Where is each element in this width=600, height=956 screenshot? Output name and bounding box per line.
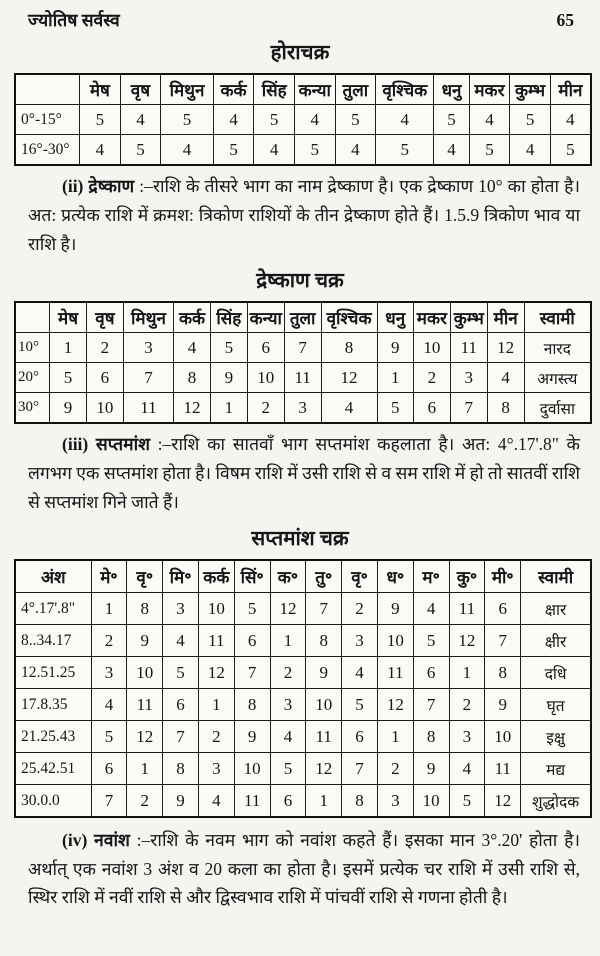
page-header xyxy=(0,0,600,31)
column-header: मिथुन xyxy=(123,302,173,333)
table-row xyxy=(15,625,591,657)
value-cell: 11 xyxy=(450,333,487,363)
value-cell: 4 xyxy=(163,625,199,657)
column-header: मकर xyxy=(413,302,450,333)
value-cell: 7 xyxy=(91,785,127,818)
row-label-cell: 10° xyxy=(15,333,50,363)
value-cell: 8 xyxy=(234,689,270,721)
value-cell: 3 xyxy=(163,593,199,625)
value-cell: 4 xyxy=(342,657,378,689)
column-header: स्वामी xyxy=(521,560,591,593)
value-cell: 4 xyxy=(510,135,551,166)
table-row xyxy=(15,721,591,753)
column-header: अंश xyxy=(15,560,91,593)
value-cell: 3 xyxy=(270,689,306,721)
value-cell: 9 xyxy=(377,333,413,363)
value-cell: 5 xyxy=(91,721,127,753)
value-cell: 11 xyxy=(127,689,163,721)
value-cell: 5 xyxy=(210,333,247,363)
value-cell: 1 xyxy=(50,333,87,363)
value-cell: 11 xyxy=(234,785,270,818)
value-cell: 7 xyxy=(234,657,270,689)
value-cell: 5 xyxy=(161,105,214,135)
value-cell: 6 xyxy=(342,721,378,753)
value-cell: 4 xyxy=(254,135,295,166)
value-cell: 11 xyxy=(377,657,413,689)
value-cell: 6 xyxy=(413,657,449,689)
swami-cell: क्षीर xyxy=(521,625,591,657)
value-cell: 9 xyxy=(50,393,87,424)
value-cell: 11 xyxy=(485,753,521,785)
table-row xyxy=(15,593,591,625)
table-row xyxy=(15,105,591,135)
value-cell: 5 xyxy=(413,625,449,657)
value-cell: 9 xyxy=(413,753,449,785)
value-cell: 5 xyxy=(163,657,199,689)
value-cell: 3 xyxy=(342,625,378,657)
value-cell: 1 xyxy=(377,363,413,393)
value-cell: 8 xyxy=(127,593,163,625)
column-header: क॰ xyxy=(270,560,306,593)
value-cell: 4 xyxy=(198,785,234,818)
value-cell: 7 xyxy=(123,363,173,393)
column-header: धनु xyxy=(434,74,469,105)
table-row xyxy=(15,363,591,393)
value-cell: 2 xyxy=(127,785,163,818)
column-header: स्वामी xyxy=(524,302,591,333)
value-cell: 10 xyxy=(127,657,163,689)
value-cell: 8 xyxy=(342,785,378,818)
value-cell: 4 xyxy=(335,135,376,166)
row-label-cell: 20° xyxy=(15,363,50,393)
value-cell: 3 xyxy=(123,333,173,363)
saptamansh-chakra-table xyxy=(14,559,592,818)
value-cell: 4 xyxy=(321,393,377,424)
value-cell: 2 xyxy=(91,625,127,657)
value-cell: 3 xyxy=(198,753,234,785)
paragraph-navansh-text: :–राशि के नवम भाग को नवांश कहते हैं। इसका मान 3°.20' होता है। अर्थात् एक नवांश 3 अंश व 20 कला का होता है। इसमें प्रत्येक चर राशि में उसी राशि से, स्थिर राशि में नवीं राशि से और द्विस्वभाव राशि में पांचवीं राशि से गणना होती है। xyxy=(28,830,580,907)
value-cell: 10 xyxy=(306,689,342,721)
paragraph-dreshkan xyxy=(0,172,600,259)
value-cell: 10 xyxy=(247,363,284,393)
value-cell: 8 xyxy=(321,333,377,363)
table-row xyxy=(15,393,591,424)
value-cell: 8 xyxy=(485,657,521,689)
value-cell: 2 xyxy=(413,363,450,393)
value-cell: 5 xyxy=(550,135,591,166)
value-cell: 6 xyxy=(86,363,123,393)
row-label-cell: 4°.17'.8" xyxy=(15,593,91,625)
value-cell: 4 xyxy=(270,721,306,753)
value-cell: 5 xyxy=(270,753,306,785)
column-header: तुला xyxy=(335,74,376,105)
header-row xyxy=(15,74,591,105)
column-header: कर्क xyxy=(198,560,234,593)
section-title-saptamansh-chakra: सप्तमांश चक्र xyxy=(251,528,349,550)
column-header: कर्क xyxy=(174,302,211,333)
value-cell: 4 xyxy=(161,135,214,166)
value-cell: 4 xyxy=(174,333,211,363)
value-cell: 11 xyxy=(306,721,342,753)
value-cell: 12 xyxy=(321,363,377,393)
value-cell: 4 xyxy=(80,135,121,166)
value-cell: 6 xyxy=(234,625,270,657)
value-cell: 5 xyxy=(376,135,434,166)
header-row xyxy=(15,302,591,333)
value-cell: 12 xyxy=(270,593,306,625)
value-cell: 4 xyxy=(469,105,510,135)
value-cell: 7 xyxy=(342,753,378,785)
value-cell: 12 xyxy=(174,393,211,424)
value-cell: 7 xyxy=(413,689,449,721)
table-row xyxy=(15,753,591,785)
value-cell: 5 xyxy=(342,689,378,721)
value-cell: 10 xyxy=(86,393,123,424)
value-cell: 5 xyxy=(50,363,87,393)
value-cell: 5 xyxy=(254,105,295,135)
value-cell: 12 xyxy=(377,689,413,721)
value-cell: 8 xyxy=(174,363,211,393)
value-cell: 4 xyxy=(294,105,335,135)
value-cell: 5 xyxy=(213,135,254,166)
value-cell: 5 xyxy=(510,105,551,135)
value-cell: 5 xyxy=(335,105,376,135)
value-cell: 12 xyxy=(485,785,521,818)
value-cell: 6 xyxy=(485,593,521,625)
value-cell: 7 xyxy=(163,721,199,753)
value-cell: 9 xyxy=(234,721,270,753)
paragraph-navansh xyxy=(0,826,600,912)
value-cell: 10 xyxy=(198,593,234,625)
row-label-cell: 30.0.0 xyxy=(15,785,91,818)
section-title-dreshkan-chakra: द्रेष्काण चक्र xyxy=(256,270,344,292)
dreshkan-chakra-table xyxy=(14,301,592,424)
column-header: सिंह xyxy=(254,74,295,105)
paragraph-saptamansh xyxy=(0,430,600,517)
column-header: सिं॰ xyxy=(234,560,270,593)
column-header xyxy=(15,302,50,333)
value-cell: 9 xyxy=(306,657,342,689)
column-header: वृष xyxy=(120,74,161,105)
value-cell: 10 xyxy=(413,333,450,363)
column-header: सिंह xyxy=(210,302,247,333)
column-header: मिथुन xyxy=(161,74,214,105)
value-cell: 5 xyxy=(434,105,469,135)
paragraph-dreshkan-lead: (ii) द्रेष्काण xyxy=(62,176,140,196)
value-cell: 12 xyxy=(127,721,163,753)
value-cell: 1 xyxy=(91,593,127,625)
value-cell: 12 xyxy=(306,753,342,785)
table-row xyxy=(15,333,591,363)
column-header: कु॰ xyxy=(449,560,485,593)
value-cell: 11 xyxy=(198,625,234,657)
value-cell: 5 xyxy=(120,135,161,166)
value-cell: 3 xyxy=(377,785,413,818)
value-cell: 1 xyxy=(449,657,485,689)
paragraph-navansh-lead: (iv) नवांश xyxy=(62,830,137,850)
value-cell: 4 xyxy=(91,689,127,721)
column-header: कन्या xyxy=(294,74,335,105)
column-header: तु॰ xyxy=(306,560,342,593)
row-label-cell: 17.8.35 xyxy=(15,689,91,721)
value-cell: 10 xyxy=(413,785,449,818)
column-header: धनु xyxy=(377,302,413,333)
value-cell: 2 xyxy=(247,393,284,424)
value-cell: 4 xyxy=(550,105,591,135)
value-cell: 1 xyxy=(270,625,306,657)
value-cell: 4 xyxy=(487,363,524,393)
value-cell: 8 xyxy=(413,721,449,753)
swami-cell: अगस्त्य xyxy=(524,363,591,393)
book-title: ज्योतिष सर्वस्व xyxy=(28,10,120,30)
value-cell: 6 xyxy=(413,393,450,424)
value-cell: 8 xyxy=(306,625,342,657)
value-cell: 2 xyxy=(377,753,413,785)
value-cell: 4 xyxy=(213,105,254,135)
row-label-cell: 25.42.51 xyxy=(15,753,91,785)
value-cell: 1 xyxy=(377,721,413,753)
value-cell: 1 xyxy=(210,393,247,424)
swami-cell: नारद xyxy=(524,333,591,363)
value-cell: 2 xyxy=(86,333,123,363)
column-header: मकर xyxy=(469,74,510,105)
swami-cell: क्षार xyxy=(521,593,591,625)
column-header: म॰ xyxy=(413,560,449,593)
header-row xyxy=(15,560,591,593)
swami-cell: इक्षु xyxy=(521,721,591,753)
value-cell: 4 xyxy=(449,753,485,785)
column-header: वृष xyxy=(86,302,123,333)
column-header: कर्क xyxy=(213,74,254,105)
swami-cell: घृत xyxy=(521,689,591,721)
column-header: मीन xyxy=(487,302,524,333)
column-header: वृश्चिक xyxy=(321,302,377,333)
value-cell: 2 xyxy=(198,721,234,753)
swami-cell: शुद्धोदक xyxy=(521,785,591,818)
value-cell: 7 xyxy=(485,625,521,657)
row-label-cell: 30° xyxy=(15,393,50,424)
paragraph-saptamansh-text: :–राशि का सातवाँ भाग सप्तमांश कहलाता है। अत: 4°.17'.8" के लगभग एक सप्तमांश होता है। विषम राशि में उसी राशि से व सम राशि में हो तो सातवीं राशि से सप्तमांश गिने जाते हैं। xyxy=(28,434,580,512)
value-cell: 6 xyxy=(247,333,284,363)
value-cell: 9 xyxy=(377,593,413,625)
value-cell: 12 xyxy=(487,333,524,363)
swami-cell: दधि xyxy=(521,657,591,689)
value-cell: 2 xyxy=(342,593,378,625)
row-label-cell: 8..34.17 xyxy=(15,625,91,657)
value-cell: 7 xyxy=(284,333,321,363)
value-cell: 12 xyxy=(198,657,234,689)
hora-chakra-table xyxy=(14,73,592,166)
value-cell: 7 xyxy=(450,393,487,424)
value-cell: 5 xyxy=(449,785,485,818)
column-header: मि॰ xyxy=(163,560,199,593)
value-cell: 10 xyxy=(234,753,270,785)
column-header: कन्या xyxy=(247,302,284,333)
value-cell: 10 xyxy=(485,721,521,753)
column-header: वृश्चिक xyxy=(376,74,434,105)
value-cell: 5 xyxy=(234,593,270,625)
column-header: कुम्भ xyxy=(450,302,487,333)
swami-cell: मद्य xyxy=(521,753,591,785)
value-cell: 11 xyxy=(284,363,321,393)
value-cell: 7 xyxy=(306,593,342,625)
value-cell: 4 xyxy=(434,135,469,166)
swami-cell: दुर्वासा xyxy=(524,393,591,424)
value-cell: 1 xyxy=(127,753,163,785)
value-cell: 3 xyxy=(91,657,127,689)
value-cell: 2 xyxy=(270,657,306,689)
section-title-hora-chakra: होराचक्र xyxy=(270,42,330,64)
value-cell: 8 xyxy=(163,753,199,785)
value-cell: 5 xyxy=(80,105,121,135)
value-cell: 1 xyxy=(306,785,342,818)
value-cell: 11 xyxy=(449,593,485,625)
value-cell: 9 xyxy=(127,625,163,657)
value-cell: 9 xyxy=(210,363,247,393)
value-cell: 10 xyxy=(377,625,413,657)
column-header: मीन xyxy=(550,74,591,105)
table-row xyxy=(15,657,591,689)
table-row xyxy=(15,689,591,721)
page-number: 65 xyxy=(556,10,574,30)
value-cell: 4 xyxy=(120,105,161,135)
value-cell: 3 xyxy=(450,363,487,393)
value-cell: 12 xyxy=(449,625,485,657)
value-cell: 6 xyxy=(163,689,199,721)
paragraph-dreshkan-text: :–राशि के तीसरे भाग का नाम द्रेष्काण है। एक द्रेष्काण 10° का होता है। अत: प्रत्येक राशि में क्रमश: त्रिकोण राशियों के तीन द्रेष्काण होते हैं। 1.5.9 त्रिकोण भाव या राशि है। xyxy=(28,176,580,254)
value-cell: 5 xyxy=(377,393,413,424)
column-header: ध॰ xyxy=(377,560,413,593)
row-label-cell: 16°-30° xyxy=(15,135,80,166)
table-row xyxy=(15,135,591,166)
column-header: मेष xyxy=(50,302,87,333)
row-label-cell: 12.51.25 xyxy=(15,657,91,689)
column-header xyxy=(15,74,80,105)
column-header: मी॰ xyxy=(485,560,521,593)
row-label-cell: 0°-15° xyxy=(15,105,80,135)
table-row xyxy=(15,785,591,818)
value-cell: 3 xyxy=(449,721,485,753)
value-cell: 8 xyxy=(487,393,524,424)
value-cell: 4 xyxy=(376,105,434,135)
value-cell: 9 xyxy=(485,689,521,721)
row-label-cell: 21.25.43 xyxy=(15,721,91,753)
value-cell: 1 xyxy=(198,689,234,721)
value-cell: 9 xyxy=(163,785,199,818)
value-cell: 5 xyxy=(294,135,335,166)
value-cell: 11 xyxy=(123,393,173,424)
value-cell: 5 xyxy=(469,135,510,166)
value-cell: 6 xyxy=(270,785,306,818)
column-header: वृ॰ xyxy=(342,560,378,593)
value-cell: 6 xyxy=(91,753,127,785)
column-header: मे॰ xyxy=(91,560,127,593)
column-header: वृ॰ xyxy=(127,560,163,593)
value-cell: 3 xyxy=(284,393,321,424)
value-cell: 2 xyxy=(449,689,485,721)
column-header: तुला xyxy=(284,302,321,333)
value-cell: 4 xyxy=(413,593,449,625)
column-header: मेष xyxy=(80,74,121,105)
column-header: कुम्भ xyxy=(510,74,551,105)
paragraph-saptamansh-lead: (iii) सप्तमांश xyxy=(62,434,158,454)
